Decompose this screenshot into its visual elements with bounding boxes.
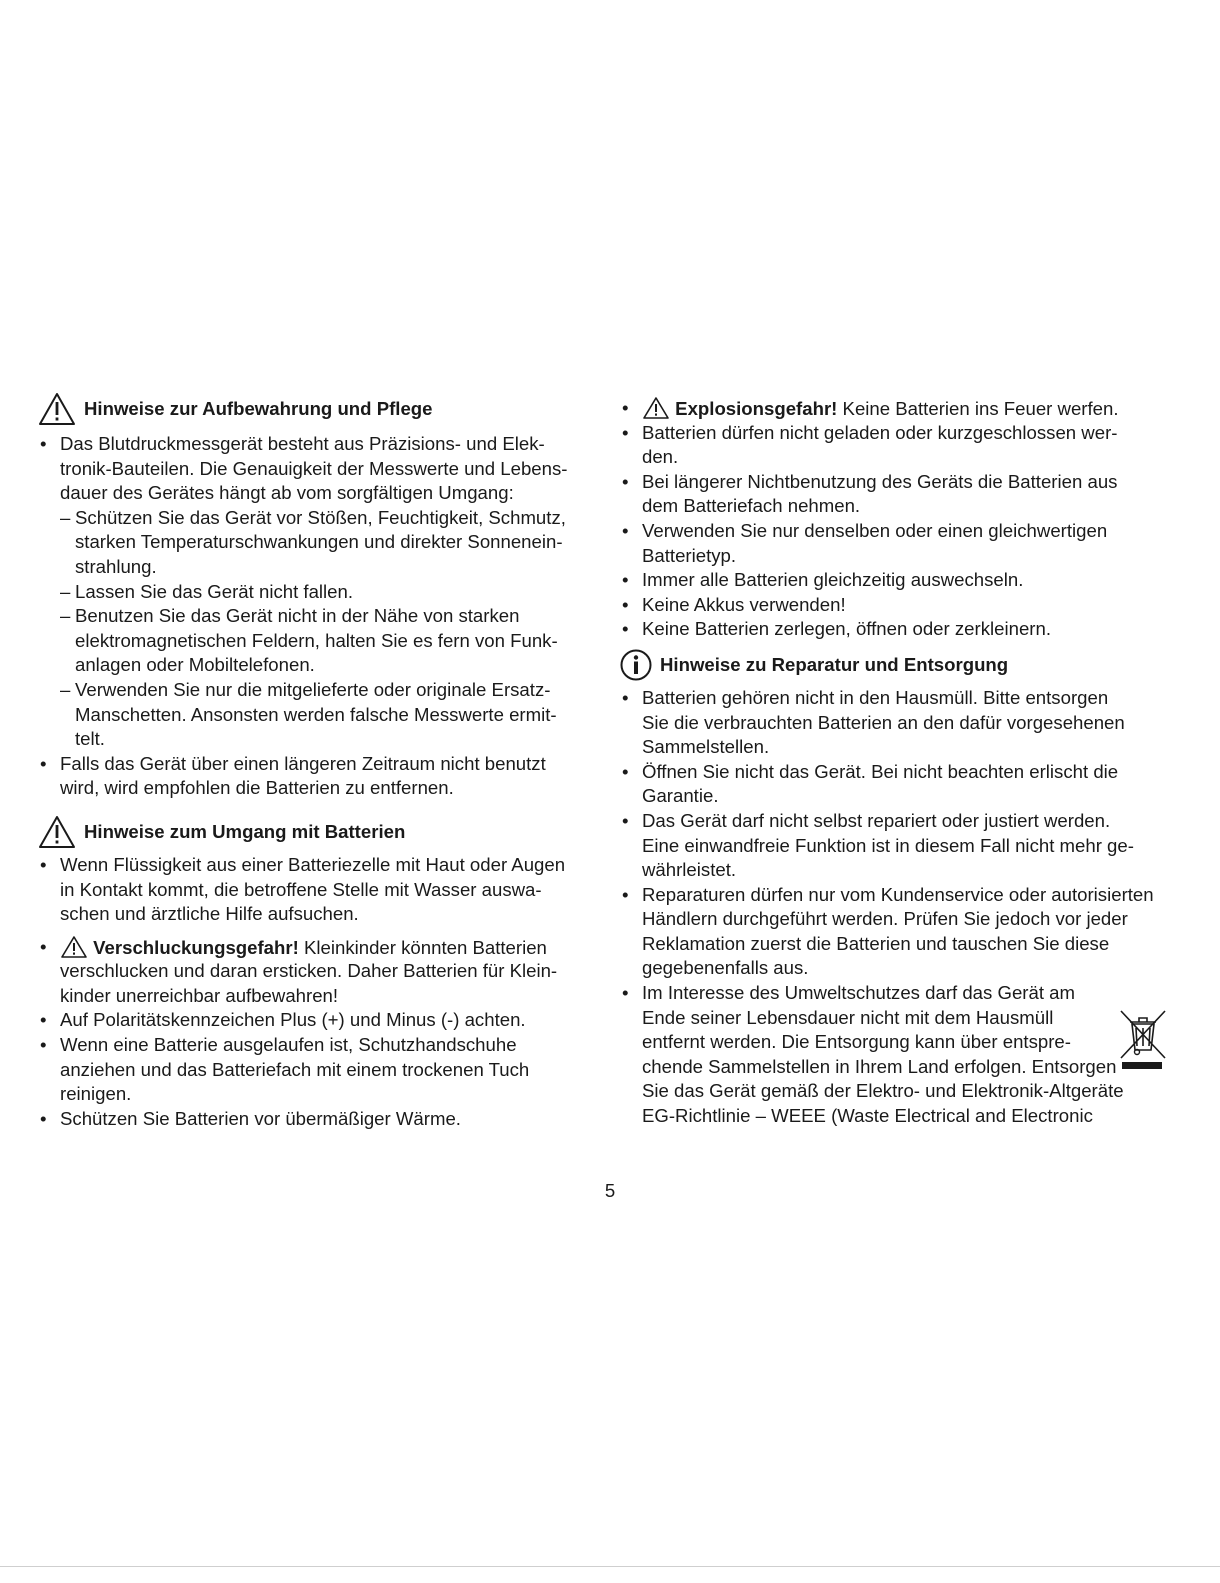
crossed-out-bin-icon [1118, 1008, 1168, 1072]
list-item: • Batterien dürfen nicht geladen oder kurzgeschlossen wer- den. [622, 421, 1118, 468]
list-item: • Batterien gehören nicht in den Hausmüll. Bitte entsorgen Sie die verbrauchten Batterien an den dafür vorgesehenen Sammelstellen. [622, 686, 1125, 758]
list-item: • Falls das Gerät über einen längeren Zeitraum nicht benutzt wird, wird empfohlen die Batterien zu entfernen. [40, 752, 546, 799]
bottom-divider [0, 1566, 1220, 1567]
list-item: • Keine Akkus verwenden! [622, 593, 846, 615]
list-item: • Wenn eine Batterie ausgelaufen ist, Schutzhandschuhe anziehen und das Batteriefach mit einem trockenen Tuch reinigen. [40, 1034, 530, 1105]
warning-triangle-icon [38, 815, 76, 849]
list-item: • Reparaturen dürfen nur vom Kundenservice oder autorisierten Händlern durchgeführt werden. Prüfen Sie jedoch vor jeder Reklamation zuerst die Batterien und tauschen Sie diese gegebenenfalls aus. [622, 883, 1154, 979]
list-item: • Explosionsgefahr! Keine Batterien ins Feuer werfen. [622, 397, 1119, 419]
warning-triangle-icon [642, 396, 670, 420]
section-heading-batteries [38, 819, 598, 845]
warning-triangle-icon [38, 392, 76, 426]
list-item: • Im Interesse des Umweltschutzes darf das Gerät am Ende seiner Lebensdauer nicht mit dem Hausmüll entfernt werden. Die Entsorgung kann über entspre- chende Sammelstellen in Ihrem Land erfolgen. Entsorgen Sie das Gerät gemäß der Elektro- und Elektronik-Altgeräte EG-Richtlinie – WEEE (Waste Electrical and Electronic [622, 982, 1124, 1127]
list-item: • Das Blutdruckmessgerät besteht aus Präzisions- und Elek- tronik-Bauteilen. Die Genauigkeit der Messwerte und Lebens- dauer des Gerätes hängt ab vom sorgfältigen Umgang: [40, 433, 568, 504]
heading-text: Hinweise zur Aufbewahrung und Pflege [84, 398, 433, 419]
left-column [38, 396, 598, 1131]
heading-text: Hinweise zum Umgang mit Batterien [84, 820, 406, 842]
list-item: • Bei längerer Nichtbenutzung des Geräts die Batterien aus dem Batteriefach nehmen. [622, 470, 1118, 517]
right-column [620, 396, 1180, 1129]
heading-text: Hinweise zu Reparatur und Entsorgung [660, 653, 1009, 675]
list-item: • Öffnen Sie nicht das Gerät. Bei nicht beachten erlischt die Garantie. [622, 760, 1119, 807]
list-item: • Schützen Sie Batterien vor übermäßiger Wärme. [40, 1107, 461, 1129]
sub-list-item: – Schützen Sie das Gerät vor Stößen, Feuchtigkeit, Schmutz, starken Temperaturschwankungen und direkter Sonnenein- strahlung. [60, 506, 566, 577]
list-item: • Verschluckungsgefahr! Kleinkinder könnten Batterien verschlucken und daran ersticken. Daher Batterien für Klein- kinder unerreichbar aufbewahren! [40, 935, 558, 1006]
list-item: • Immer alle Batterien gleichzeitig auswechseln. [622, 569, 1024, 591]
info-circle-icon [620, 649, 652, 681]
list-item: • Verwenden Sie nur denselben oder einen gleichwertigen Batterietyp. [622, 519, 1108, 566]
list-item: • Keine Batterien zerlegen, öffnen oder zerkleinern. [622, 618, 1051, 640]
section-heading-storage-care [38, 396, 598, 422]
list-item: • Das Gerät darf nicht selbst repariert oder justiert werden. Eine einwandfreie Funktion ist in diesem Fall nicht mehr ge- währleistet. [622, 809, 1134, 881]
warning-triangle-icon [60, 935, 88, 959]
list-item: • Wenn Flüssigkeit aus einer Batteriezelle mit Haut oder Augen in Kontakt kommt, die betroffene Stelle mit Wasser auswa- schen und ärztliche Hilfe aufsuchen. [40, 853, 566, 925]
section-heading-repair-disposal [620, 652, 1180, 678]
page-number: 5 [604, 1180, 616, 1201]
sub-list-item: – Lassen Sie das Gerät nicht fallen. [60, 580, 354, 602]
list-item: • Auf Polaritätskennzeichen Plus (+) und Minus (-) achten. [40, 1009, 526, 1031]
sub-list-item: – Benutzen Sie das Gerät nicht in der Nähe von starken elektromagnetischen Feldern, halten Sie es fern von Funk- anlagen oder Mobiltelefonen. [60, 605, 558, 676]
sub-list-item: – Verwenden Sie nur die mitgelieferte oder originale Ersatz- Manschetten. Ansonsten werden falsche Messwerte ermit- telt. [60, 678, 557, 750]
